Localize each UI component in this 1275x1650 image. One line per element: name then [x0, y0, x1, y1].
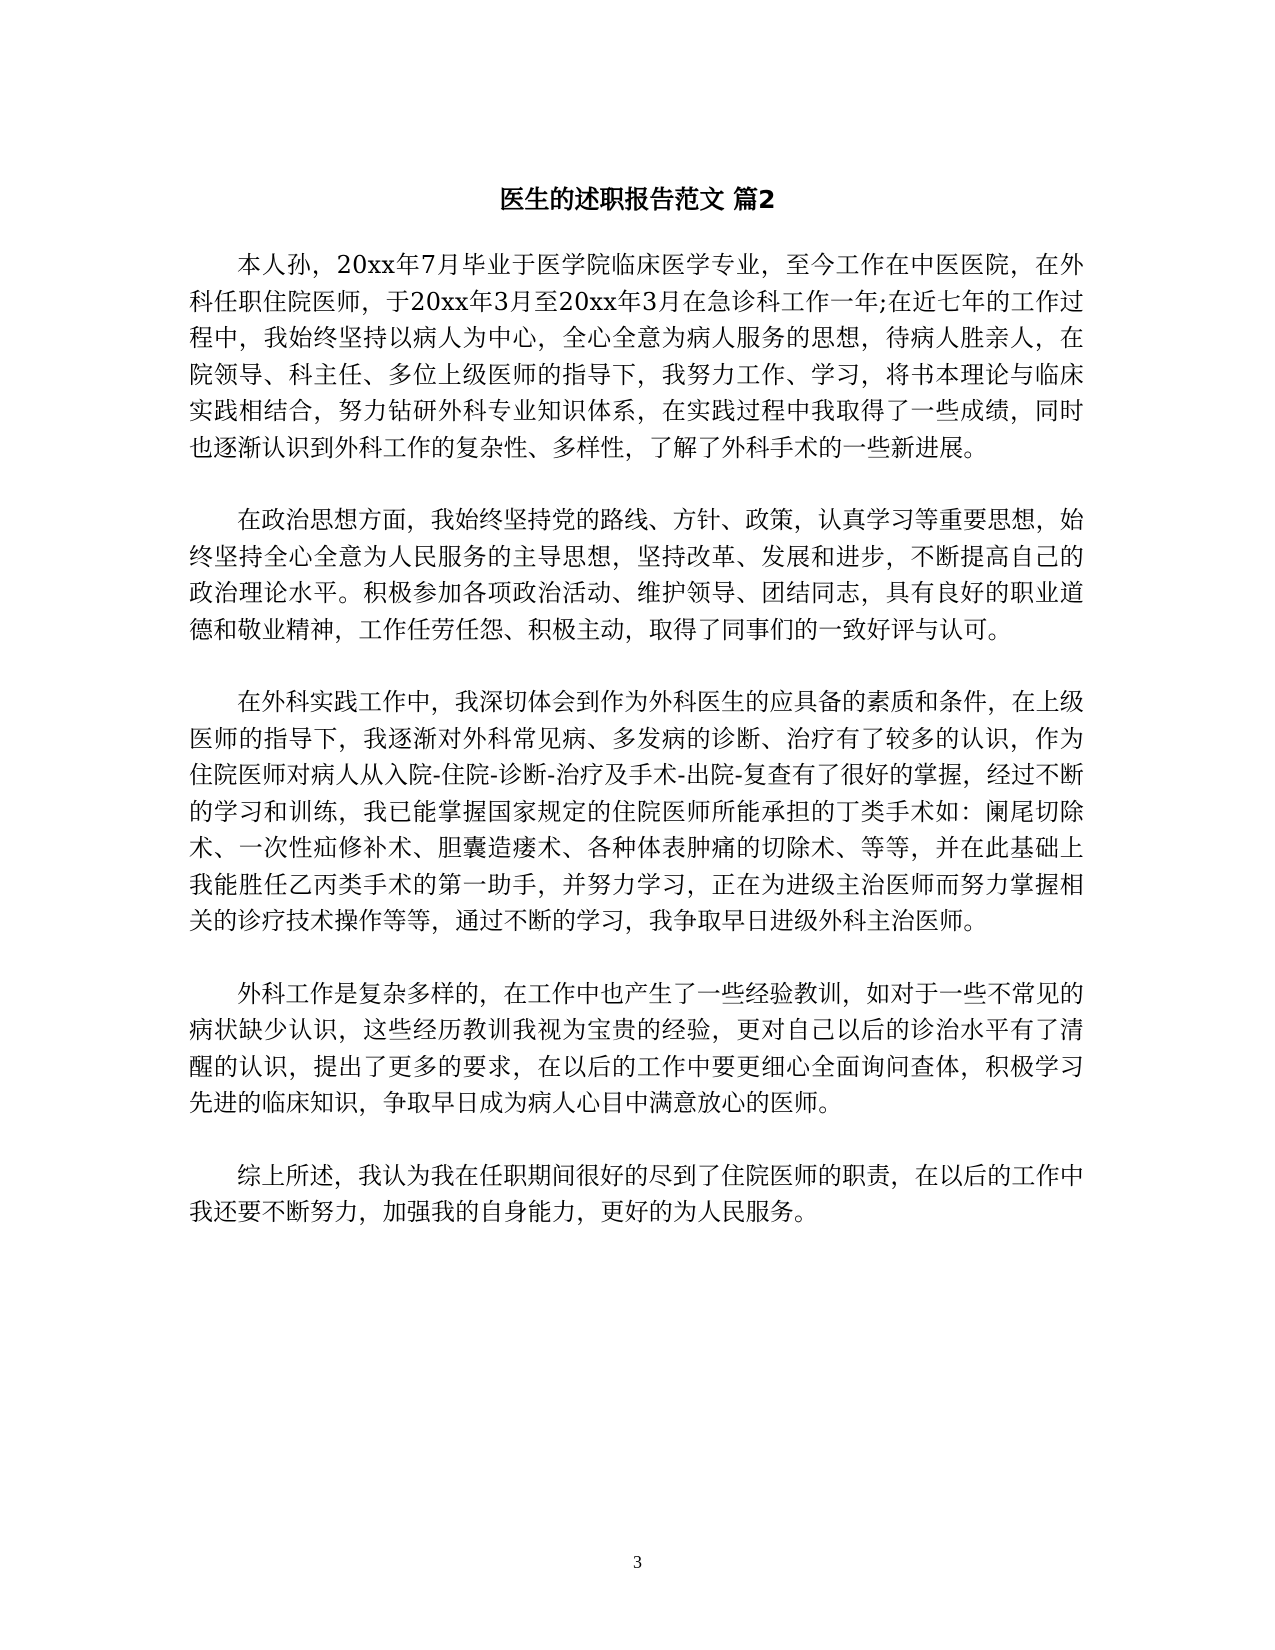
document-body: [189, 247, 1084, 1267]
paragraph-4: 外科工作是复杂多样的，在工作中也产生了一些经验教训，如对于一些不常见的病状缺少认识，这些经历教训我视为宝贵的经验，更对自己以后的诊治水平有了清醒的认识，提出了更多的要求，在以后的工作中要更细心全面询问查体，积极学习先进的临床知识，争取早日成为病人心目中满意放心的医师。: [189, 979, 1084, 1117]
paragraph-5: 综上所述，我认为我在任职期间很好的尽到了住院医师的职责，在以后的工作中我还要不断努力，加强我的自身能力，更好的为人民服务。: [189, 1161, 1084, 1226]
paragraph-3: 在外科实践工作中，我深切体会到作为外科医生的应具备的素质和条件，在上级医师的指导下，我逐渐对外科常见病、多发病的诊断、治疗有了较多的认识，作为住院医师对病人从入院-住院-诊断-治疗及手术-出院-复查有了很好的掌握，经过不断的学习和训练，我已能掌握国家规定的住院医师所能承担的丁类手术如：阑尾切除术、一次性疝修补术、胆囊造瘘术、各种体表肿痛的切除术、等等，并在此基础上我能胜任乙丙类手术的第一助手，并努力学习，正在为进级主治医师而努力掌握相关的诊疗技术操作等等，通过不断的学习，我争取早日进级外科主治医师。: [189, 688, 1084, 935]
document-title: 医生的述职报告范文 篇2: [499, 185, 776, 214]
paragraph-2: 在政治思想方面，我始终坚持党的路线、方针、政策，认真学习等重要思想，始终坚持全心全意为人民服务的主导思想，坚持改革、发展和进步，不断提高自己的政治理论水平。积极参加各项政治活动、维护领导、团结同志，具有良好的职业道德和敬业精神，工作任劳任怨、积极主动，取得了同事们的一致好评与认可。: [189, 506, 1084, 644]
paragraph-1: 本人孙，20xx年7月毕业于医学院临床医学专业，至今工作在中医医院，在外科任职住院医师，于20xx年3月至20xx年3月在急诊科工作一年;在近七年的工作过程中，我始终坚持以病人为中心，全心全意为病人服务的思想，待病人胜亲人，在院领导、科主任、多位上级医师的指导下，我努力工作、学习，将书本理论与临床实践相结合，努力钻研外科专业知识体系，在实践过程中我取得了一些成绩，同时也逐渐认识到外科工作的复杂性、多样性，了解了外科手术的一些新进展。: [189, 251, 1084, 462]
page-number: 3: [633, 1552, 642, 1572]
